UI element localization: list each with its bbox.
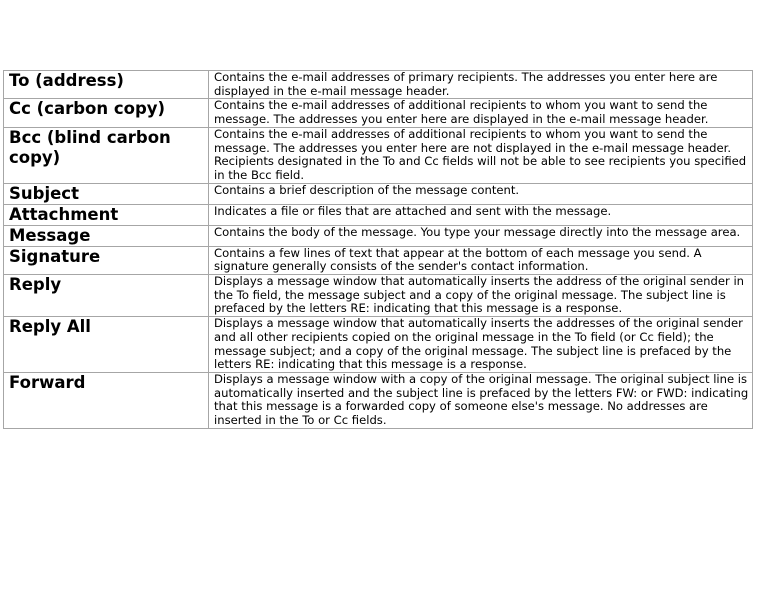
description-subject: Contains a brief description of the message content.	[209, 183, 753, 204]
table-row	[4, 246, 753, 274]
table-row	[4, 183, 753, 204]
table-row	[4, 372, 753, 428]
email-terms-table	[3, 70, 753, 429]
term-bcc: Bcc (blind carbon copy)	[4, 127, 209, 183]
description-reply: Displays a message window that automatically inserts the address of the original sender in the To field, the message subject and a copy of the original message. The subject line is prefaced by the letters RE: indicating that this message is a response.	[209, 275, 753, 317]
email-terms-table-body	[4, 71, 753, 429]
term-forward: Forward	[4, 372, 209, 428]
description-message: Contains the body of the message. You type your message directly into the message area.	[209, 225, 753, 246]
table-row	[4, 317, 753, 373]
description-forward: Displays a message window with a copy of the original message. The original subject line is automatically inserted and the subject line is prefaced by the letters FW: or FWD: indicating that this message is a forwarded copy of someone else's message. No addresses are inserted in the To or Cc fields.	[209, 372, 753, 428]
table-row	[4, 204, 753, 225]
table-row	[4, 99, 753, 127]
term-to-address: To (address)	[4, 71, 209, 99]
term-signature: Signature	[4, 246, 209, 274]
description-attachment: Indicates a file or files that are attached and sent with the message.	[209, 204, 753, 225]
term-message: Message	[4, 225, 209, 246]
description-bcc: Contains the e-mail addresses of additional recipients to whom you want to send the message. The addresses you enter here are not displayed in the e-mail message header. Recipients designated in the To and Cc fields will not be able to see recipients you specified in the Bcc field.	[209, 127, 753, 183]
description-cc: Contains the e-mail addresses of additional recipients to whom you want to send the message. The addresses you enter here are displayed in the e-mail message header.	[209, 99, 753, 127]
term-subject: Subject	[4, 183, 209, 204]
term-reply-all: Reply All	[4, 317, 209, 373]
description-signature: Contains a few lines of text that appear at the bottom of each message you send. A signature generally consists of the sender's contact information.	[209, 246, 753, 274]
description-to-address: Contains the e-mail addresses of primary recipients. The addresses you enter here are displayed in the e-mail message header.	[209, 71, 753, 99]
term-attachment: Attachment	[4, 204, 209, 225]
term-reply: Reply	[4, 275, 209, 317]
description-reply-all: Displays a message window that automatically inserts the addresses of the original sender and all other recipients copied on the original message in the To field (or Cc field); the message subject; and a copy of the original message. The subject line is prefaced by the letters RE: indicating that this message is a response.	[209, 317, 753, 373]
table-row	[4, 275, 753, 317]
table-row	[4, 127, 753, 183]
table-row	[4, 225, 753, 246]
table-row	[4, 71, 753, 99]
term-cc: Cc (carbon copy)	[4, 99, 209, 127]
